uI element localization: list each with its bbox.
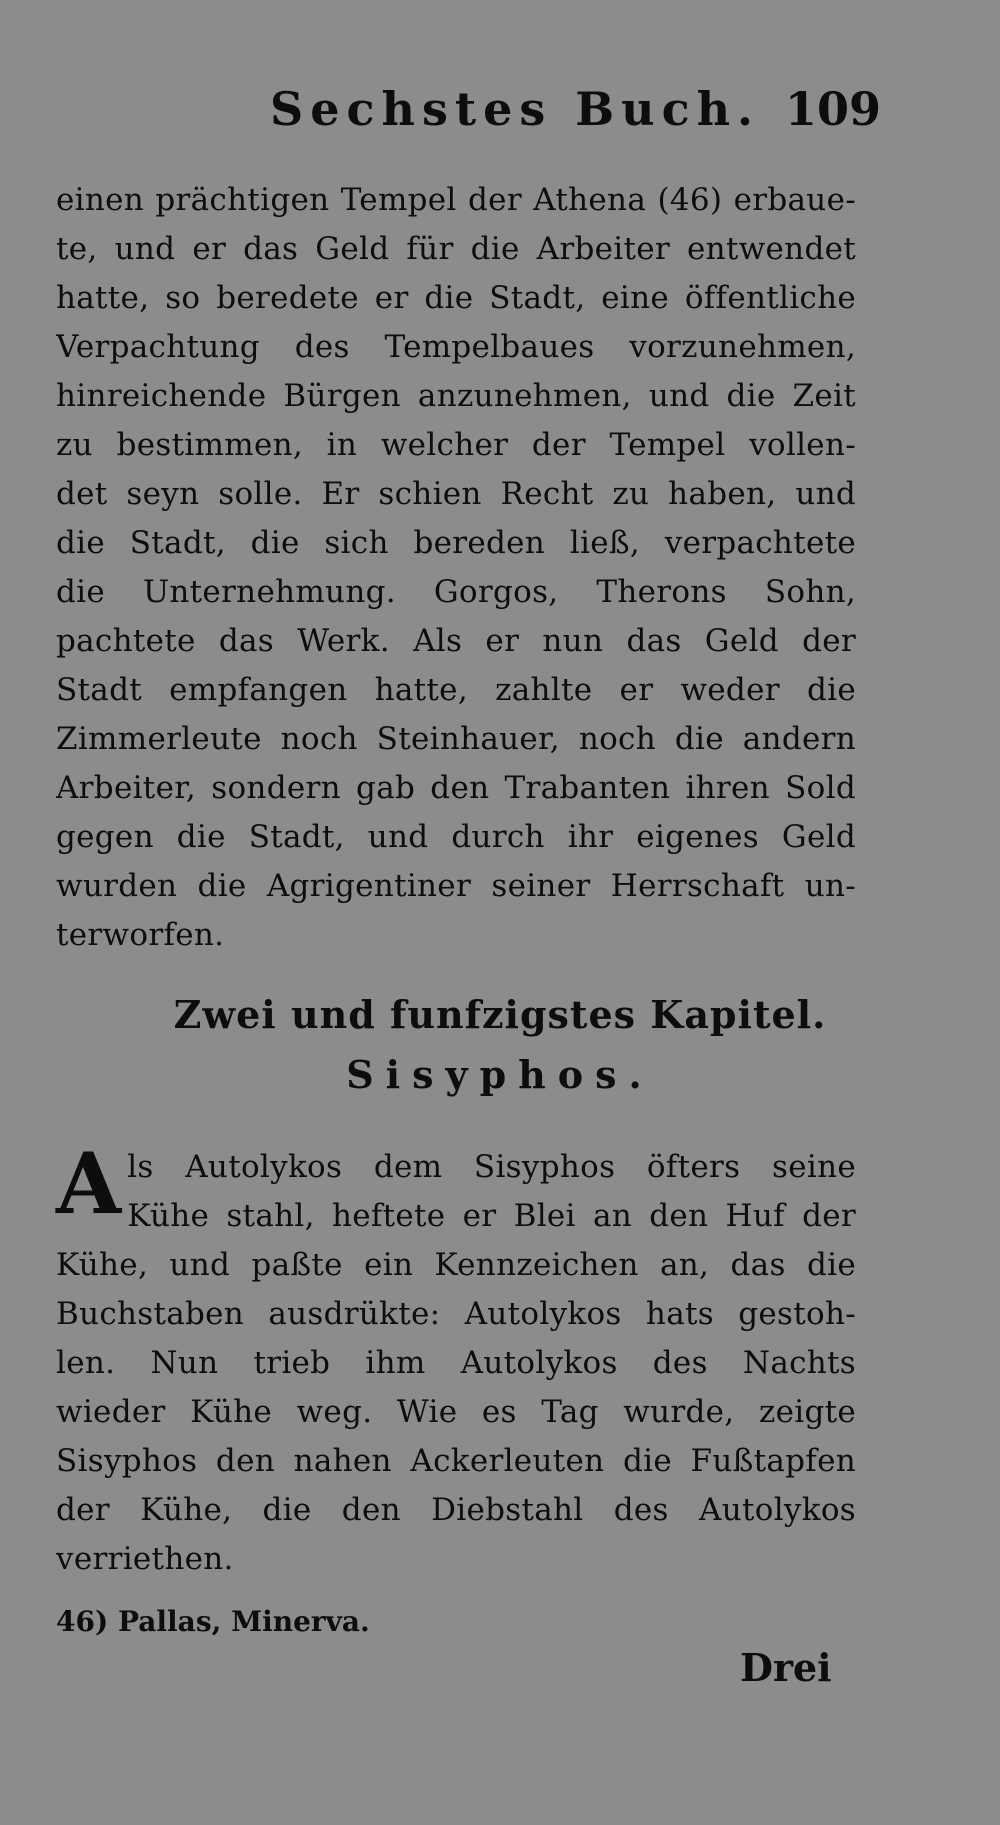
text-line: pachtete das Werk. Als er nun das Geld der (56, 623, 856, 659)
chapter-heading: Zwei und funfzigstes Kapitel. (173, 992, 827, 1037)
text-line: terworfen. (56, 917, 225, 953)
footnote: 46) Pallas, Minerva. (56, 1605, 370, 1638)
drop-cap: A (56, 1134, 122, 1233)
catchword: Drei (740, 1645, 832, 1690)
text-line: wurden die Agrigentiner seiner Herrschaft un- (56, 868, 856, 904)
text-line: te, und er das Geld für die Arbeiter entwendet (56, 231, 856, 267)
text-line: det seyn solle. Er schien Recht zu haben, und (56, 476, 856, 512)
text-line: Sisyphos den nahen Ackerleuten die Fußtapfen (56, 1443, 856, 1479)
text-line: zu bestimmen, in welcher der Tempel vollen- (56, 427, 856, 463)
paragraph-1 (56, 176, 856, 960)
text-line: die Stadt, die sich bereden ließ, verpachtete (56, 525, 856, 561)
page-number: 109 (785, 82, 882, 136)
text-line: Kühe stahl, heftete er Blei an den Huf der (127, 1198, 856, 1234)
text-line: Buchstaben ausdrükte: Autolykos hats gestoh- (56, 1296, 856, 1332)
text-line: hinreichende Bürgen anzunehmen, und die Zeit (56, 378, 856, 414)
text-line: die Unternehmung. Gorgos, Therons Sohn, (56, 574, 856, 610)
text-line: Verpachtung des Tempelbaues vorzunehmen, (56, 329, 856, 365)
text-line: Kühe, und paßte ein Kennzeichen an, das die (56, 1247, 856, 1283)
paragraph-2 (56, 1134, 856, 1584)
text-line: len. Nun trieb ihm Autolykos des Nachts (56, 1345, 856, 1381)
running-head: Sechstes Buch. (270, 82, 761, 136)
chapter-subtitle: Sisyphos. (346, 1052, 654, 1097)
text-line: einen prächtigen Tempel der Athena (46) erbaue- (56, 182, 856, 218)
text-line: gegen die Stadt, und durch ihr eigenes Geld (56, 819, 856, 855)
text-line: verriethen. (56, 1541, 234, 1577)
text-line: hatte, so beredete er die Stadt, eine öffentliche (56, 280, 856, 316)
page-header (0, 82, 1000, 152)
text-line: ls Autolykos dem Sisyphos öfters seine (127, 1149, 856, 1185)
text-line: Stadt empfangen hatte, zahlte er weder die (56, 672, 856, 708)
text-line: wieder Kühe weg. Wie es Tag wurde, zeigte (56, 1394, 856, 1430)
text-line: der Kühe, die den Diebstahl des Autolykos (56, 1492, 856, 1528)
text-line: Arbeiter, sondern gab den Trabanten ihren Sold (56, 770, 856, 806)
text-line: Zimmerleute noch Steinhauer, noch die andern (56, 721, 856, 757)
